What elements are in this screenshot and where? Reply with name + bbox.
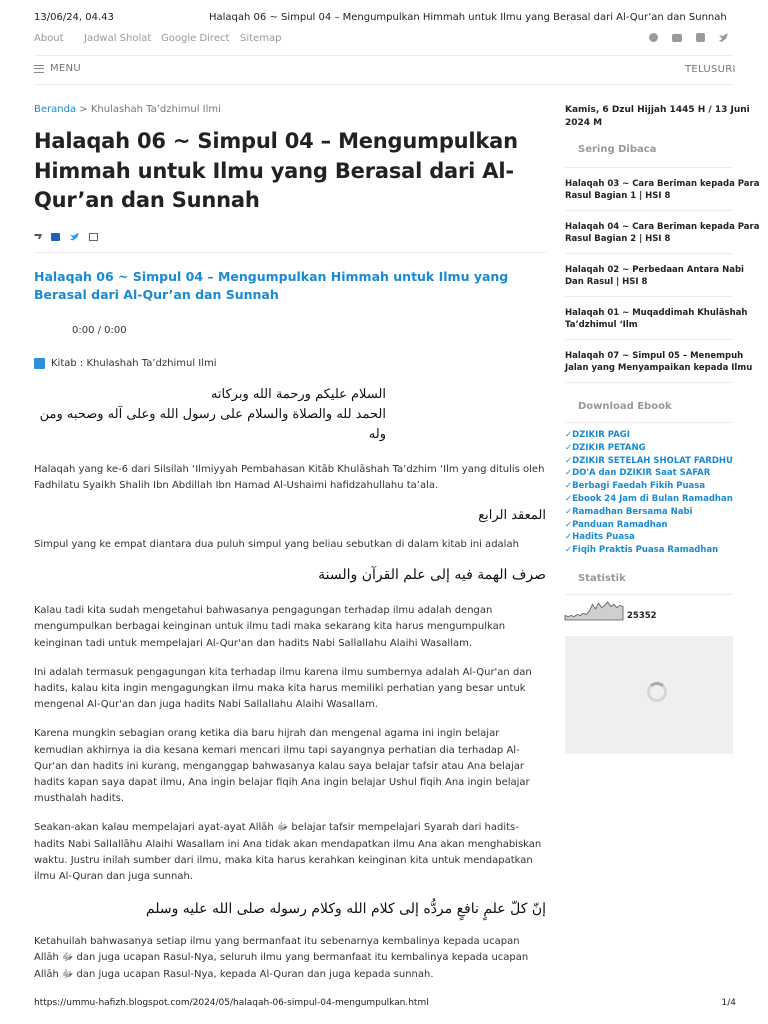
ebook-link[interactable]: ✓Berbagi Faedah Fikih Puasa <box>565 481 706 492</box>
sidebar <box>565 100 760 754</box>
paragraph: Kalau tadi kita sudah mengetahui bahwasanya pengagungan terhadap ilmu adalah dengan mengumpulkan berbagai keinginan untuk ilmu tadi maka sekarang kita harus mengumpulkan keinginan tadi untuk mempelajari Al-Qur'an dan hadits Nabi Sallallahu Alaihi Wasallam. <box>34 605 506 649</box>
paragraph: Seakan-akan kalau mempelajari ayat-ayat Allāh ﷻ belajar tafsir mempelajari Syarah dari hadits-hadits Nabi Sallallāhu Alaihi Wasallam ini Ana tidak akan mendapatkan ilmu Ana akan menghabiskan waktu. Justru inilah sumber dari ilmu, maka kita harus kerahkan keinginan kita untuk mendapatkan ilmu Al-Quran dan juga sunnah. <box>34 822 542 882</box>
statistics-count: 25352 <box>627 610 657 621</box>
menu-label: MENU <box>50 63 81 74</box>
popular-post-line: Ta’dzhimul ‘Ilm <box>565 320 638 330</box>
popular-post-line: Halaqah 07 ~ Simpul 05 – Menempuh <box>565 351 744 361</box>
popular-post-line: Halaqah 04 ~ Cara Beriman kepada Para <box>565 222 760 232</box>
hijri-date <box>565 104 750 130</box>
search-button[interactable]: TELUSURI <box>685 64 736 75</box>
popular-post-line: Jalan yang Menyampaikan kepada Ilmu <box>565 363 753 373</box>
paragraph: Halaqah yang ke-6 dari Silsilah ‘Ilmiyyah Pembahasan Kitāb Khulāshah Ta’dzhim ‘Ilm yang ditulis oleh Fadhilatu Syaikh Shalih Ibn Abdillah Ibn Hamad Al-Ushaimi hafidzahullahu ta’ala. <box>34 463 545 491</box>
title-divider <box>34 252 546 253</box>
ebook-link[interactable]: ✓Ramadhan Bersama Nabi <box>565 506 693 517</box>
popular-post-line: Rasul Bagian 1 | HSI 8 <box>565 191 671 201</box>
facebook-icon[interactable] <box>696 33 705 42</box>
blogger-icon[interactable] <box>649 33 658 42</box>
print-page-title: Halaqah 06 ~ Simpul 04 – Mengumpulkan Himmah untuk Ilmu yang Berasal dari Al-Qur’an dan Sunnah <box>209 12 727 23</box>
statistics-widget <box>565 600 733 620</box>
facebook-share-icon[interactable] <box>51 233 60 241</box>
ebook-link[interactable]: ✓Hadits Puasa <box>565 532 635 543</box>
print-page-number: 1/4 <box>721 998 736 1008</box>
paragraph: Ketahuilah bahwasanya setiap ilmu yang bermanfaat itu sebenarnya kembalinya kepada ucapan Allāh ﷻ dan juga ucapan Rasul-Nya, seluruh ilmu yang bermanfaat itu kembalinya kepada ucapan Allāh ﷻ dan juga ucapan Rasul-Nya, kepada Al-Quran dan juga kepada sunnah. <box>34 936 529 980</box>
audio-player[interactable] <box>34 325 546 336</box>
ebook-list <box>565 429 733 557</box>
book-icon <box>34 358 45 369</box>
ebook-link[interactable]: ✓DZIKIR PETANG <box>565 442 646 453</box>
post-subtitle: Halaqah 06 ~ Simpul 04 – Mengumpulkan Himmah untuk Ilmu yang Berasal dari Al-Qur’an dan Sunnah <box>34 268 509 302</box>
arabic-greeting-line-1: السلام عليكم ورحمة الله وبركاته <box>210 386 386 402</box>
popular-post-line: Halaqah 03 ~ Cara Beriman kepada Para <box>565 179 760 189</box>
social-links <box>649 33 728 42</box>
kitab-text: Kitab : Khulashah Ta’dzhimul Ilmi <box>51 357 217 369</box>
twitter-share-icon[interactable] <box>70 233 79 241</box>
email-share-icon[interactable] <box>89 233 98 241</box>
breadcrumb-current[interactable]: Khulashah Ta’dzhimul Ilmi <box>90 104 221 115</box>
arabic-greeting-line-2: الحمد لله والصلاة والسلام على رسول الله وعلى آله وصحبه ومن وله <box>39 406 386 442</box>
statistics-sparkline <box>565 600 623 620</box>
menu-button[interactable] <box>34 63 81 74</box>
hijri-date-line-2: 2024 M <box>565 118 603 128</box>
nav-link-jadwal-sholat[interactable]: Jadwal Sholat <box>84 33 152 44</box>
paragraph: Ini adalah termasuk pengagungan kita terhadap ilmu karena ilmu sumbernya adalah Al-Qur'an dan hadits, kalau kita ingin mengagungkan ilmu maka kita harus memiliki perhatian yang besar untuk mengenal Al-Qur'an dan juga hadits Nabi Sallallahu Alaihi Wasallam. <box>34 666 532 711</box>
sparkline-area <box>565 602 623 620</box>
download-ebook-heading: Download Ebook <box>565 401 733 423</box>
hijri-date-line-1: Kamis, 6 Dzul Hijjah 1445 H / 13 Juni <box>565 105 750 115</box>
hamburger-icon <box>34 65 44 73</box>
popular-post-line: Rasul Bagian 2 | HSI 8 <box>565 234 671 244</box>
nav-link-about[interactable]: About <box>34 33 64 44</box>
popular-post-link[interactable] <box>565 297 748 340</box>
popular-post-line: Halaqah 02 ~ Perbedaan Antara Nabi <box>565 265 744 275</box>
arabic-hadith: إنّ كلّ علمٍ نافعٍ مردُّه إلى كلام الله وكلام رسوله صلى الله عليه وسلم <box>145 901 546 918</box>
popular-post-link[interactable] <box>565 254 744 297</box>
breadcrumb-home-link[interactable]: Beranda <box>34 104 77 115</box>
share-buttons <box>34 230 546 244</box>
breadcrumb <box>34 104 546 115</box>
kitab-label <box>34 358 546 369</box>
print-url: https://ummu-hafizh.blogspot.com/2024/05/halaqah-06-simpul-04-mengumpulkan.html <box>34 998 429 1008</box>
arabic-heading: المعقد الرابع <box>478 507 546 523</box>
print-header <box>34 12 738 28</box>
statistics-heading: Statistik <box>565 573 733 595</box>
popular-post-line: Dan Rasul | HSI 8 <box>565 277 648 287</box>
arabic-greeting <box>34 385 546 445</box>
ebook-link[interactable]: ✓Fiqih Praktis Puasa Ramadhan <box>565 545 719 556</box>
twitter-icon[interactable] <box>719 33 728 42</box>
popular-posts-list <box>565 168 760 383</box>
nav-link-google-direct[interactable]: Google Direct <box>161 33 230 44</box>
ebook-link[interactable]: ✓DZIKIR SETELAH SHOLAT FARDHU <box>565 455 733 466</box>
ebook-link[interactable]: ✓Panduan Ramadhan <box>565 519 668 530</box>
paragraph: Karena mungkin sebagian orang ketika dia baru hijrah dan mengenal agama ini ingin belajar kemudian akhirnya ia dia kesana kemari mencari ilmu tapi sayangnya perhatian dia terhadap Al-Qur'an dan hadits ini kurang, menganggap bahwasanya kalau saya belajar tafsir atau Ana belajar hadits kapan saya dapat ilmu, Ana ingin belajar fiqih Ana ingin belajar Ushul fiqih Ana ingin belajar musthalah hadits. <box>34 728 530 805</box>
audio-time: 0:00 / 0:00 <box>72 324 127 336</box>
popular-post-link[interactable] <box>565 211 760 254</box>
ebook-link[interactable]: ✓DO'A dan DZIKIR Saat SAFAR <box>565 468 711 479</box>
arabic-quote: صرف الهمة فيه إلى علم القرآن والسنة <box>318 567 546 584</box>
post-title: Halaqah 06 ~ Simpul 04 – Mengumpulkan Himmah untuk Ilmu yang Berasal dari Al-Qur’an dan Sunnah <box>34 129 518 212</box>
youtube-icon[interactable] <box>672 34 682 42</box>
share-icon[interactable] <box>33 234 42 239</box>
breadcrumb-separator: > <box>76 104 91 115</box>
loading-spinner-icon <box>647 682 667 702</box>
popular-post-link[interactable] <box>565 168 760 211</box>
ebook-link[interactable]: ✓DZIKIR PAGI <box>565 430 630 440</box>
nav-divider <box>34 84 734 85</box>
loading-widget <box>565 636 733 754</box>
popular-post-link[interactable] <box>565 340 753 383</box>
popular-posts-heading: Sering Dibaca <box>565 144 733 168</box>
nav-divider <box>34 55 734 56</box>
ebook-link[interactable]: ✓Ebook 24 Jam di Bulan Ramadhan <box>565 493 733 504</box>
print-footer <box>34 998 736 1010</box>
nav-link-sitemap[interactable]: Sitemap <box>240 33 282 44</box>
print-timestamp: 13/06/24, 04.43 <box>34 12 114 23</box>
post-content <box>34 100 546 983</box>
top-navigation <box>34 33 728 47</box>
paragraph: Simpul yang ke empat diantara dua puluh simpul yang beliau sebutkan di dalam kitab ini adalah <box>34 538 519 550</box>
popular-post-line: Halaqah 01 ~ Muqaddimah Khulāshah <box>565 308 748 318</box>
